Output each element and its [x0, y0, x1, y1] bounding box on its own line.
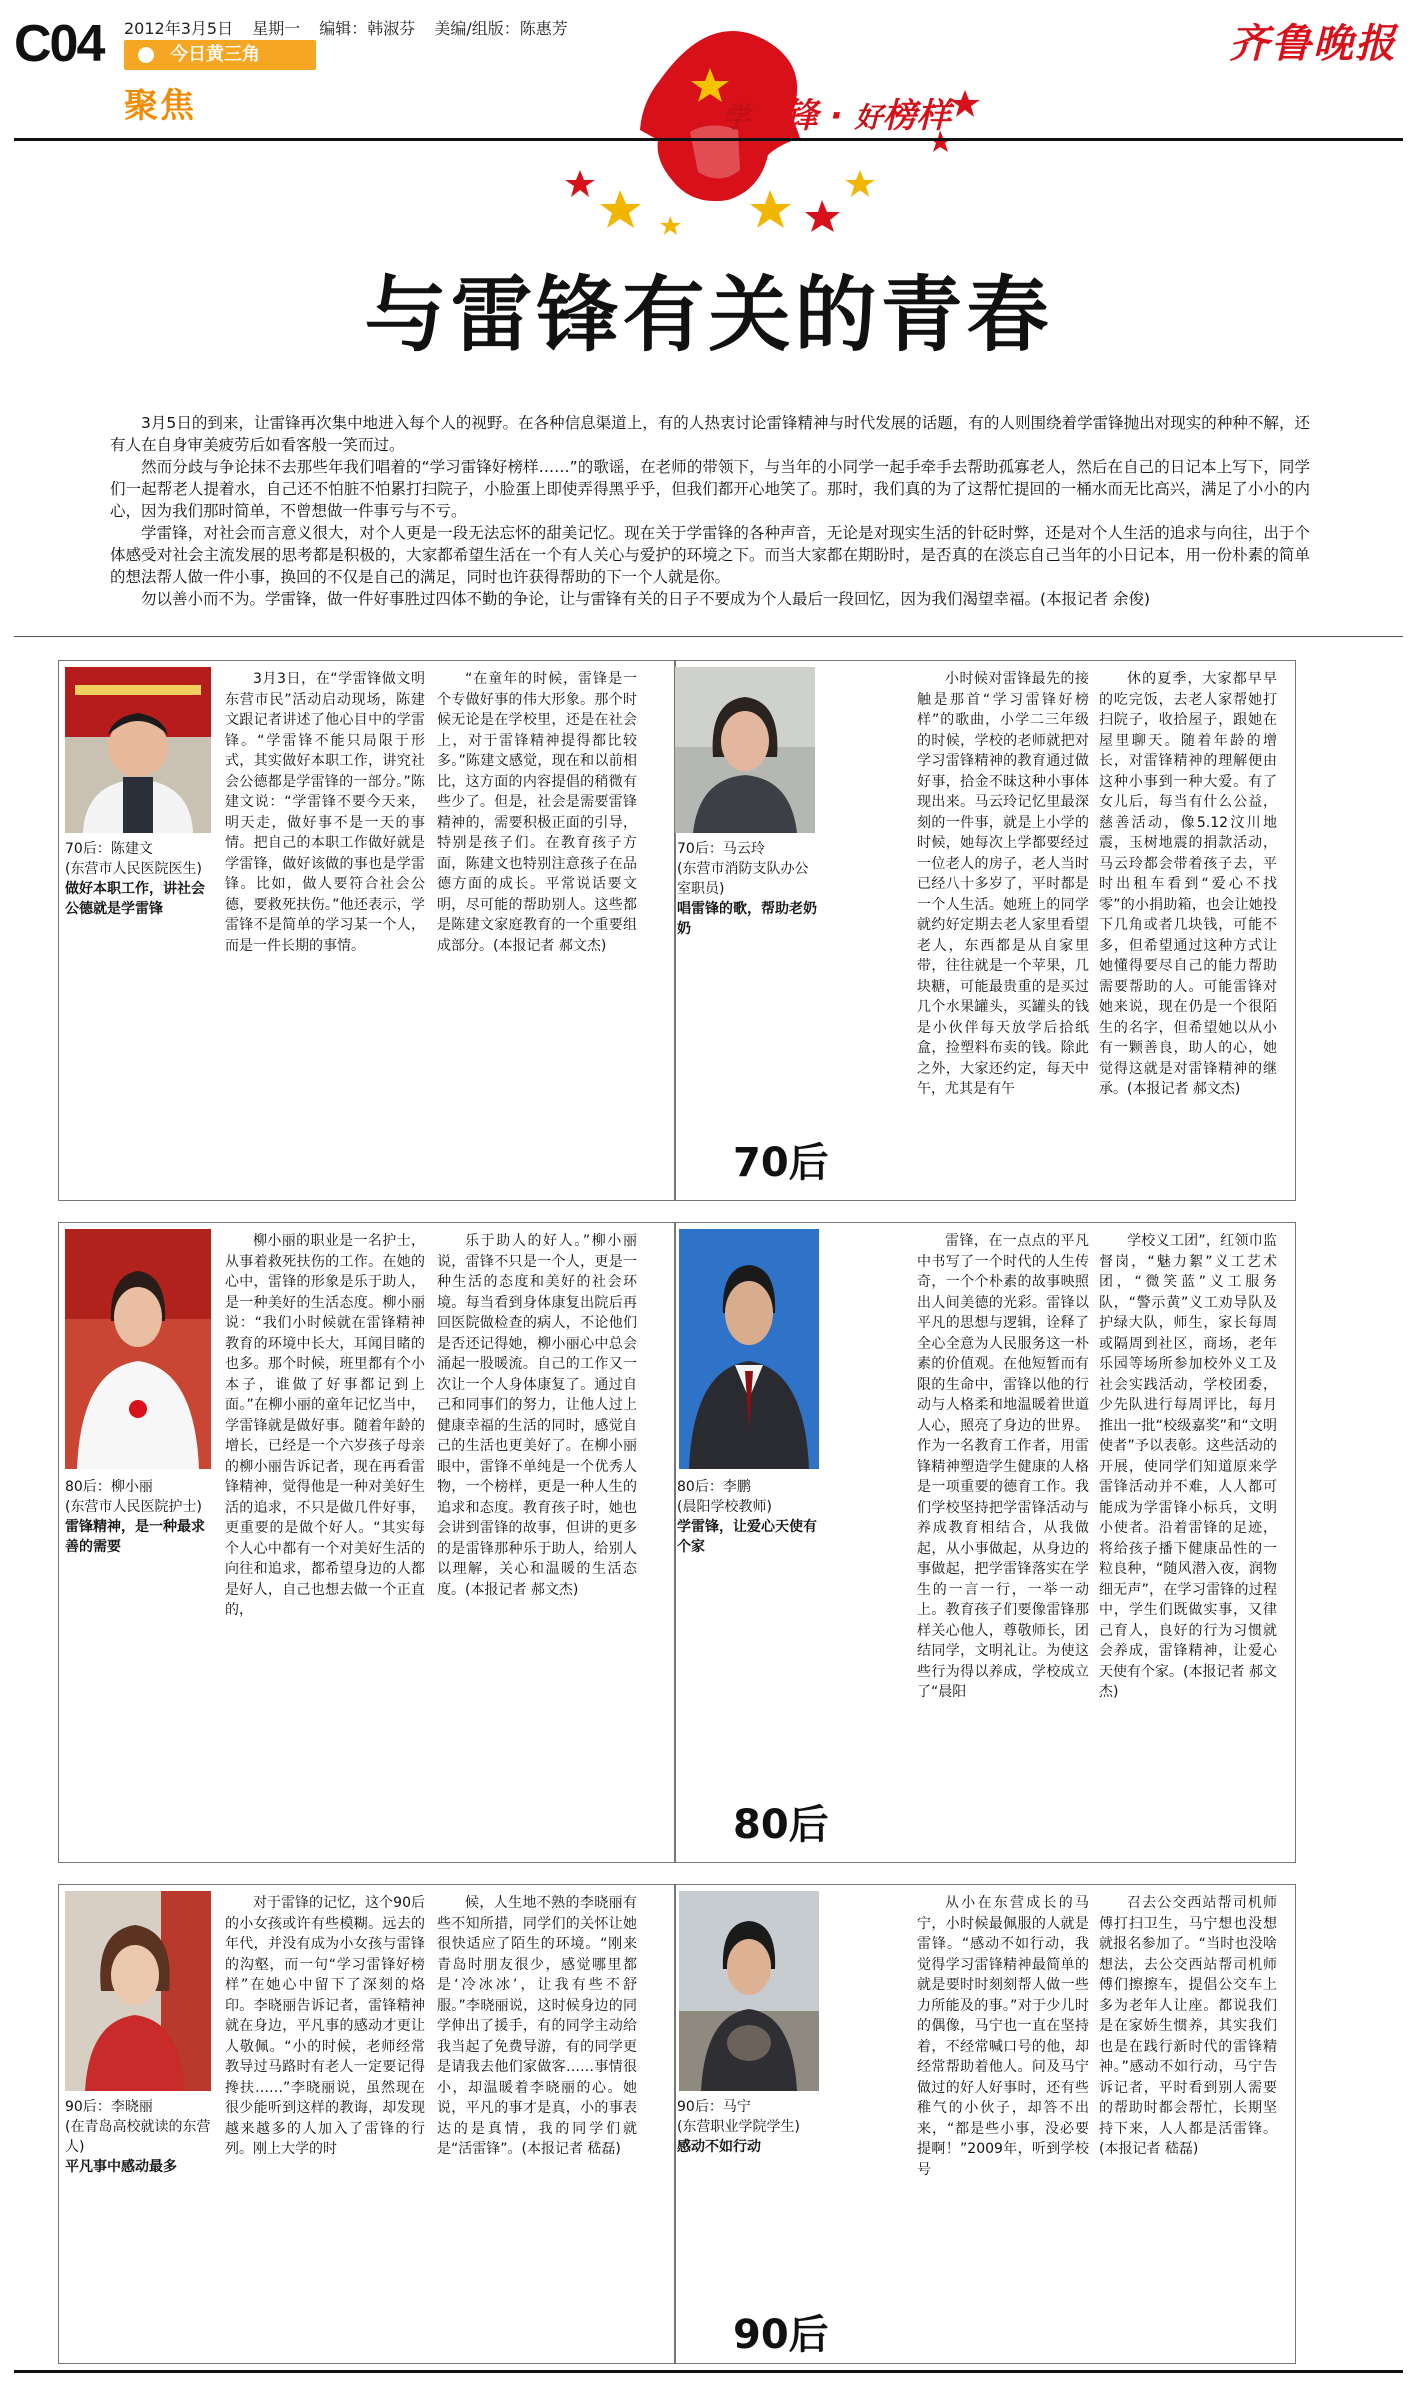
- profile-text: 学校义工团”，红领巾监督岗，“魅力絮”义工艺术团，“微笑蓝”义工服务队，“警示黄”义工劝导队及护绿大队，师生，家长每周或隔周到社区，商场，老年乐园等场所参加校外义工及社会实践活动，学校团委，少先队进行每周评比，每月推出一批“校级嘉奖”和“文明使者”予以表彰。这些活动的开展，使同学们知道原来学雷锋活动并不难，人人都可能成为学雷锋小标兵，文明小使者。沿着雷锋的足迹，将给孩子播下健康品性的一粒良种，“随风潜入夜，润物细无声”，在学习雷锋的过程中，学生们既做实事，又律己育人，良好的行为习惯就会养成，雷锋精神，让爱心天使有个家。(本报记者 郝文杰): [1099, 1233, 1277, 1700]
- portrait-photo-li-xiaoli: [65, 1891, 211, 2091]
- portrait-photo-liu-xiaoli: [65, 1229, 211, 1469]
- profile-text: 对于雷锋的记忆，这个90后的小女孩或许有些模糊。远去的年代，并没有成为小女孩与雷锋的沟壑，而一句“学习雷锋好榜样”在她心中留下了深刻的烙印。李晓丽告诉记者，雷锋精神就在身边，平凡事的感动才更让人敬佩。“小的时候，老师经常教导过马路时有老人一定要记得搀扶……”李晓丽说，虽然现在很少能听到这样的教诲，却发现越来越多的人加入了雷锋的行列。刚上大学的时: [225, 1895, 425, 2157]
- profile-unit: (东营市人民医院医生): [65, 861, 202, 877]
- profile-body-column: [1099, 669, 1277, 1195]
- profile-panel-liu-xiaoli: [58, 1222, 676, 1863]
- profile-text: 从小在东营成长的马宁，小时候最佩服的人就是雷锋。“感动不如行动，我觉得学习雷锋精神最简单的就是要时时刻刻帮人做一些力所能及的事。”对于少儿时的偶像，马宁也一直在坚持着，不经常喊口号的他，却经常帮助着他人。问及马宁做过的好人好事时，还有些稚气的小伙子，却答不出来，“都是些小事，没必要提啊！”2009年，听到学校号: [917, 1895, 1089, 2178]
- profile-panel-li-peng: [674, 1222, 1296, 1863]
- profile-text: 乐于助人的好人。”柳小丽说，雷锋不只是一个人，更是一种生活的态度和美好的社会环境。每当看到身体康复出院后再回医院做检查的病人，不论他们是否还记得她，柳小丽心中总会涌起一股暖流。自己的工作又一次让一个人身体康复了。通过自己和同事们的努力，让他人过上健康幸福的生活的同时，感觉自己的生活也更美好了。在柳小丽眼中，雷锋不单纯是一个优秀人物，一个榜样，更是一种人生的追求和态度。教育孩子时，她也会讲到雷锋的故事，但讲的更多的是雷锋那种乐于助人，给别人以理解，关心和温暖的生活态度。(本报记者 郝文杰): [437, 1233, 637, 1598]
- portrait-photo-chen-jianwen: [65, 667, 211, 833]
- profile-name: 90后：李晓丽: [65, 2099, 153, 2115]
- profile-quote: 平凡事中感动最多: [65, 2159, 177, 2175]
- editor-credit: 编辑：韩淑芬: [319, 19, 416, 38]
- profile-panel-ma-yunling: [674, 660, 1296, 1201]
- profile-text: 召去公交西站帮司机师傅打扫卫生，马宁想也没想就报名参加了。“当时也没啥想法，去公交西站帮司机师傅们擦擦车，提倡公交车上多为老年人让座。都说我们是在家娇生惯养，其实我们也是在践行新时代的雷锋精神。”感动不如行动，马宁告诉记者，平时看到别人需要的帮助时都会帮忙，长期坚持下来，人人都是活雷锋。(本报记者 嵇磊): [1099, 1895, 1277, 2157]
- header-divider: [14, 138, 1403, 141]
- profile-text: 小时候对雷锋最先的接触是那首“学习雷锋好榜样”的歌曲，小学二三年级的时候，学校的老师就把对学习雷锋精神的教育通过做好事，拾金不昧这种小事体现出来。马云玲记忆里最深刻的一件事，就是上小学的时候，她每次上学都要经过一位老人的房子，老人当时已经八十多岁了，平时都是一个人生活。她班上的同学就约好定期去老人家里看望老人，东西都是从自家里带，往往就是一个苹果，几块糖，可能最贵重的是买过几个水果罐头，买罐头的钱是小伙伴每天放学后拾纸盒，捡塑料布卖的钱。除此之外，大家还约定，每天中午，尤其是有午: [917, 671, 1089, 1097]
- profile-unit: (晨阳学校教师): [677, 1499, 772, 1515]
- profile-name: 80后：李鹏: [677, 1479, 751, 1495]
- profile-text: 休的夏季，大家都早早的吃完饭，去老人家帮她打扫院子，收拾屋子，跟她在屋里聊天。随着年龄的增长，对雷锋精神的理解便由这种小事到一种大爱。有了女儿后，每当有什么公益，慈善活动，像5.12汶川地震，玉树地震的捐款活动，马云玲都会带着孩子去，平时出租车看到“爱心不找零”的小捐助箱，也会让她投下几角或者几块钱，可能不多，但希望通过这种方式让她懂得要尽自己的能力帮助需要帮助的人。可能雷锋对她来说，现在仍是一个很陌生的名字，但希望她以从小有一颗善良，助人的心，她觉得这就是对雷锋精神的继承。(本报记者 郝文杰): [1099, 671, 1277, 1097]
- profile-body-column: [437, 669, 637, 1195]
- section-name: 聚焦: [124, 86, 196, 126]
- slogan-dot: ·: [829, 96, 843, 136]
- era-label-90s: 90后: [733, 2312, 829, 2358]
- era-label-80s: 80后: [733, 1802, 829, 1848]
- profile-text: 雷锋，在一点点的平凡中书写了一个时代的人生传奇，一个个朴素的故事映照出人间美德的光彩。雷锋以平凡的思想与逻辑，诠释了全心全意为人民服务这一朴素的价值观。在他短暂而有限的生命中，雷锋以他的行动与人格柔和地温暖着世道人心，照亮了身边的世界。作为一名教育工作者，用雷锋精神塑造学生健康的人格是一项重要的德育工作。我们学校坚持把学雷锋活动与养成教育相结合，从我做起，从小事做起，从身边的事做起，把学雷锋落实在学生的一言一行，一举一动上。教育孩子们要像雷锋那样关心他人，尊敬师长，团结同学，文明礼让。为使这些行为得以养成，学校成立了“晨阳: [917, 1233, 1089, 1700]
- red-star-1: [565, 170, 595, 197]
- gold-star-3: [845, 170, 875, 197]
- era-label-70s: 70后: [733, 1140, 829, 1186]
- profile-quote: 感动不如行动: [677, 2139, 761, 2155]
- newspaper-masthead: 齐鲁晚报: [1229, 20, 1397, 67]
- intro-divider: [14, 636, 1403, 637]
- portrait-photo-ma-yunling: [675, 667, 815, 833]
- slogan-part-4: 榜样: [882, 96, 951, 136]
- intro-paragraph: 勿以善小而不为。学雷锋，做一件好事胜过四体不勤的争论，让与雷锋有关的日子不要成为个人最后一段回忆，因为我们渴望幸福。(本报记者 余俊): [141, 590, 1151, 608]
- footer-divider: [14, 2370, 1403, 2373]
- profile-text: 柳小丽的职业是一名护士，从事着救死扶伤的工作。在她的心中，雷锋的形象是乐于助人，是一种美好的生活态度。柳小丽说：“我们小时候就在雷锋精神教育的环境中长大，耳闻目睹的也多。那个时候，班里都有个小本子，谁做了好事都记到上面。”在柳小丽的童年记忆当中，学雷锋就是做好事。随着年龄的增长，已经是一个六岁孩子母亲的柳小丽告诉记者，现在再看雷锋精神，觉得他是一种对美好生活的追求，不只是做几件好事，更重要的是做个好人。“其实每个人心中都有一个对美好生活的向往和追求，都希望身边的人都是好人，自己也想去做一个正直的，: [225, 1233, 425, 1618]
- profile-caption: [65, 2097, 215, 2177]
- profile-unit: (东营职业学院学生): [677, 2119, 800, 2135]
- campaign-slogan: [722, 88, 951, 137]
- gold-star-1: [600, 190, 641, 228]
- profile-body-column: [225, 1893, 425, 2359]
- profile-unit: (在青岛高校就读的东营人): [65, 2119, 211, 2155]
- slogan-part-1: 学: [722, 101, 751, 134]
- profile-body-column: [437, 1893, 637, 2359]
- profile-name: 80后：柳小丽: [65, 1479, 153, 1495]
- profile-quote: 学雷锋，让爱心天使有个家: [677, 1519, 817, 1555]
- designer-credit: 美编/组版：陈惠芳: [434, 19, 568, 38]
- profile-body-column: [917, 1231, 1089, 1857]
- profile-name: 90后：马宁: [677, 2099, 751, 2115]
- profile-name: 70后：陈建文: [65, 841, 153, 857]
- profile-body-column: [917, 669, 1089, 1195]
- portrait-photo-li-peng: [679, 1229, 819, 1469]
- profile-text: 3月3日，在“学雷锋做文明东营市民”活动启动现场，陈建文跟记者讲述了他心目中的学雷锋。“学雷锋不能只局限于形式，其实做好本职工作，讲究社会公德都是学雷锋的一部分。”陈建文说：“学雷锋不要今天来，明天走，做好事不是一天的事情。把自己的本职工作做好就是学雷锋，做好该做的事也是学雷锋。比如，做人要符合社会公德，要救死扶伤。”他还表示，学雷锋不是简单的学习某一个人，而是一件长期的事情。: [225, 671, 425, 954]
- profile-panel-ma-ning: [674, 1884, 1296, 2364]
- gold-star-4: [660, 216, 681, 235]
- profile-panel-li-xiaoli: [58, 1884, 676, 2364]
- profile-body-column: [225, 1231, 425, 1857]
- profile-quote: 唱雷锋的歌，帮助老奶奶: [677, 901, 817, 937]
- profile-text: “在童年的时候，雷锋是一个专做好事的伟大形象。那个时候无论是在学校里，还是在社会上，对于雷锋精神提得都比较多。”陈建文感觉，现在和以前相比，这方面的内容提倡的稍微有些少了。但是，社会是需要雷锋精神的，需要积极正面的引导，特别是孩子们。在教育孩子方面，陈建文也特别注意孩子在品德方面的成长。平常说话要文明，尽可能的帮助别人。这些都是陈建文家庭教育的一个重要组成部分。(本报记者 郝文杰): [437, 671, 637, 954]
- profile-unit: (东营市人民医院护士): [65, 1499, 202, 1515]
- article-intro: [110, 412, 1310, 610]
- issue-weekday: 星期一: [252, 19, 301, 38]
- profile-body-column: [1099, 1231, 1277, 1857]
- article-headline: 与雷锋有关的青春: [364, 268, 1053, 363]
- profile-panel-chen-jianwen: [58, 660, 676, 1201]
- profile-caption: [677, 1477, 817, 1557]
- profile-body-column: [1099, 1893, 1277, 2359]
- profile-caption: [65, 839, 215, 919]
- profile-caption: [677, 839, 817, 939]
- intro-paragraph: 然而分歧与争论抹不去那些年我们唱着的“学习雷锋好榜样……”的歌谣，在老师的带领下，与当年的小同学一起手牵手去帮助孤寡老人，然后在自己的日记本上写下，同学们一起帮老人提着水，自己还不怕脏不怕累打扫院子，小脸蛋上即使弄得黑乎乎，但我们都开心地笑了。那时，我们真的为了这帮忙提回的一桶水而无比高兴，满足了小小的内心，因为我们那时简单，不曾想做一件事亏与不亏。: [110, 458, 1310, 520]
- profile-caption: [65, 1477, 215, 1557]
- intro-paragraph: 学雷锋，对社会而言意义很大，对个人更是一段无法忘怀的甜美记忆。现在关于学雷锋的各种声音，无论是对现实生活的针砭时弊，还是对个人生活的追求与向往，出于个体感受对社会主流发展的思考都是积极的，大家都希望生活在一个有人关心与爱护的环境之下。而当大家都在期盼时，是否真的在淡忘自己当年的小日记本，用一份朴素的简单的想法帮人做一件小事，换回的不仅是自己的满足，同时也许获得帮助的下一个人就是你。: [110, 524, 1310, 586]
- profile-name: 70后：马云玲: [677, 841, 765, 857]
- issue-date: 2012年3月5日: [124, 19, 234, 38]
- page-code: C04: [14, 15, 104, 73]
- slogan-part-3: 好: [854, 101, 883, 134]
- profile-body-column: [917, 1893, 1089, 2359]
- issue-meta: [124, 16, 582, 39]
- profile-unit: (东营市消防支队办公室职员): [677, 861, 809, 897]
- red-star-3: [950, 90, 980, 117]
- portrait-photo-ma-ning: [679, 1891, 819, 2091]
- gold-star-2: [750, 190, 791, 228]
- profile-body-column: [437, 1231, 637, 1857]
- profile-text: 候，人生地不熟的李晓丽有些不知所措，同学们的关怀让她很快适应了陌生的环境。“刚来青岛时朋友很少，感觉哪里都是‘冷冰冰’，让我有些不舒服。”李晓丽说，这时候身边的同学伸出了援手，有的同学主动给我当起了免费导游，有的同学更是请我去他们家做客……事情很小，却温暖着李晓丽的心。她说，平凡的事才是真，小的事表达的是真情，我的同学们就是“活雷锋”。(本报记者 嵇磊): [437, 1895, 637, 2157]
- profile-quote: 做好本职工作，讲社会公德就是学雷锋: [65, 881, 205, 917]
- profile-body-column: [225, 669, 425, 1195]
- red-star-2: [805, 200, 840, 232]
- slogan-part-2: 雷锋: [750, 96, 819, 136]
- profile-caption: [677, 2097, 817, 2157]
- section-tag: 今日黄三角: [124, 40, 316, 70]
- profile-quote: 雷锋精神，是一种最求善的需要: [65, 1519, 205, 1555]
- intro-paragraph: 3月5日的到来，让雷锋再次集中地进入每个人的视野。在各种信息渠道上，有的人热衷讨论雷锋精神与时代发展的话题，有的人则围绕着学雷锋抛出对现实的种种不解，还有人在自身审美疲劳后如看客般一笑而过。: [110, 414, 1310, 454]
